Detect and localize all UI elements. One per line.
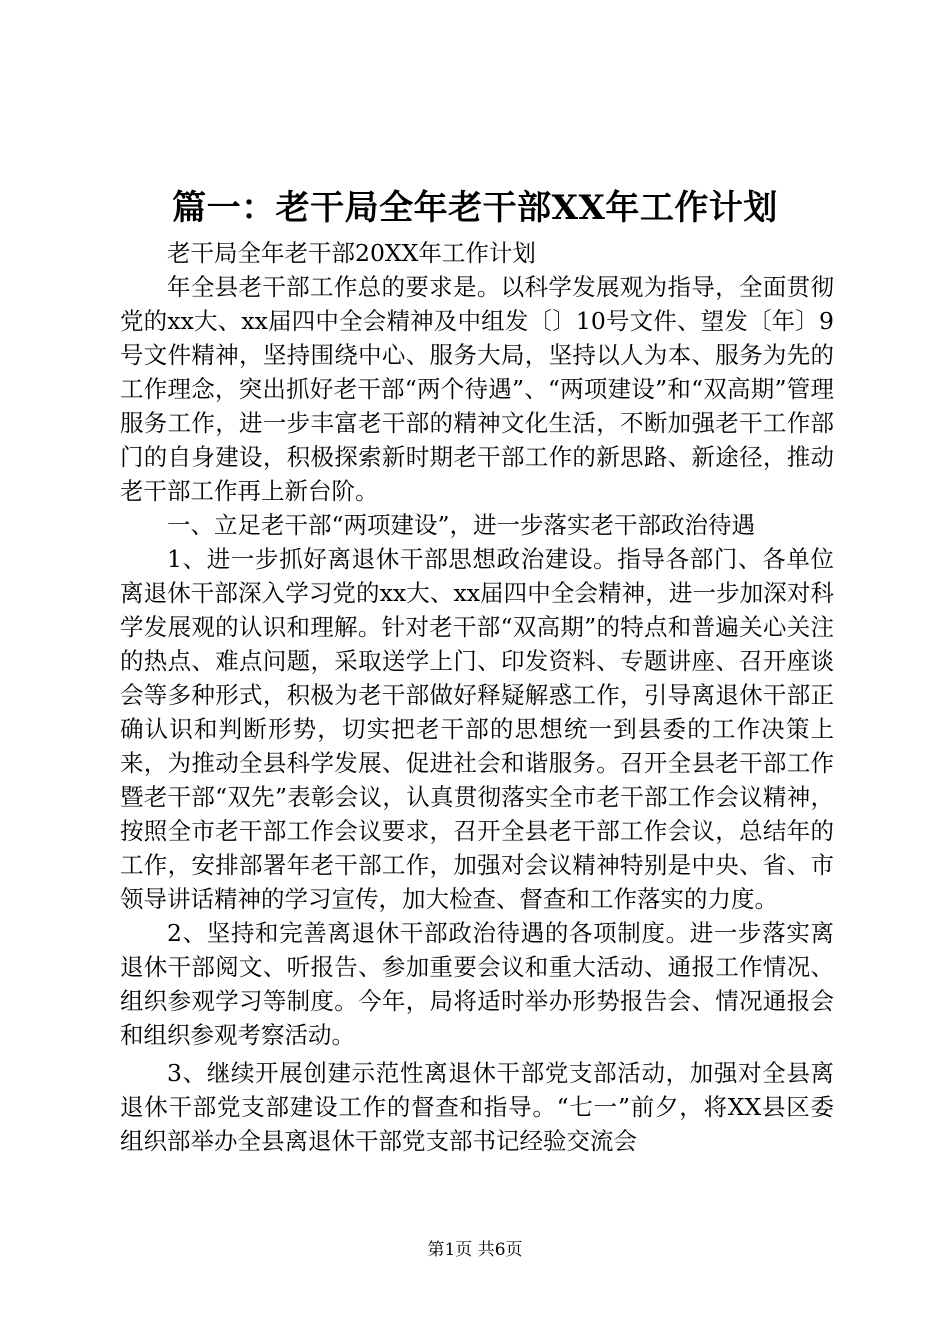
paragraph-item-2: 2、坚持和完善离退休干部政治待遇的各项制度。进一步落实离退休干部阅文、听报告、参加重要会议和重大活动、通报工作情况、组织参观学习等制度。今年，局将适时举办形势报告会、情况通报会和组织参观考察活动。 <box>120 919 834 1049</box>
paragraph-intro: 年全县老干部工作总的要求是。以科学发展观为指导，全面贯彻党的xx大、xx届四中全会精神及中组发〔〕10号文件、望发〔年〕9号文件精神，坚持围绕中心、服务大局，坚持以人为本、服务为先的工作理念，突出抓好老干部“两个待遇”、“两项建设”和“双高期”管理服务工作，进一步丰富老干部的精神文化生活，不断加强老干工作部门的自身建设，积极探索新时期老干部工作的新思路、新途径，推动老干部工作再上新台阶。 <box>120 273 834 505</box>
section-heading-1: 一、立足老干部“两项建设”，进一步落实老干部政治待遇 <box>167 511 756 539</box>
page-number-footer: 第1页 共6页 <box>427 1240 523 1260</box>
paragraph-item-3: 3、继续开展创建示范性离退休干部党支部活动，加强对全县离退休干部党支部建设工作的督查和指导。“七一”前夕，将XX县区委组织部举办全县离退休干部党支部书记经验交流会 <box>120 1059 834 1155</box>
document-subtitle: 老干局全年老干部20XX年工作计划 <box>167 239 536 267</box>
document-body <box>120 236 834 1158</box>
paragraph-item-1: 1、进一步抓好离退休干部思想政治建设。指导各部门、各单位离退休干部深入学习党的xx大、xx届四中全会精神，进一步加深对科学发展观的认识和理解。针对老干部“双高期”的特点和普遍关心关注的热点、难点问题，采取送学上门、印发资料、专题讲座、召开座谈会等多种形式，积极为老干部做好释疑解惑工作，引导离退休干部正确认识和判断形势，切实把老干部的思想统一到县委的工作决策上来，为推动全县科学发展、促进社会和谐服务。召开全县老干部工作暨老干部“双先”表彰会议，认真贯彻落实全市老干部工作会议精神，按照全市老干部工作会议要求，召开全县老干部工作会议，总结年的工作，安排部署年老干部工作，加强对会议精神特别是中央、省、市领导讲话精神的学习宣传，加大检查、督查和工作落实的力度。 <box>120 545 834 913</box>
document-title: 篇一：老干局全年老干部XX年工作计划 <box>172 188 778 228</box>
